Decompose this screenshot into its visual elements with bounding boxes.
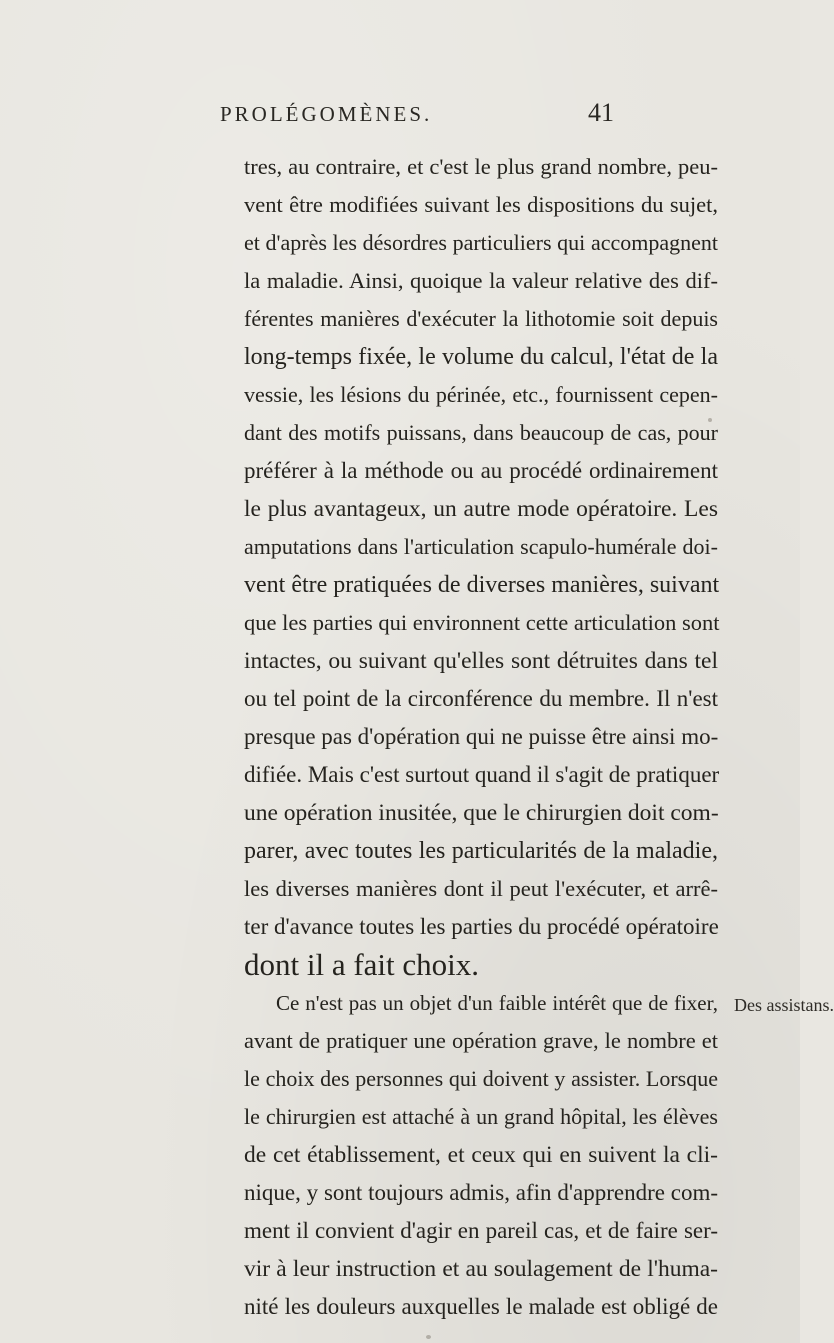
text-line: nique, y sont toujours admis, afin d'apprendre com-: [244, 1180, 718, 1205]
text-line: amputations dans l'articulation scapulo-humérale doi-: [244, 534, 718, 559]
text-line: férentes manières d'exécuter la lithotomie soit depuis: [244, 306, 718, 331]
text-line: préférer à la méthode ou au procédé ordinairement: [244, 458, 718, 483]
text-line: le plus avantageux, un autre mode opératoire. Les: [244, 496, 718, 522]
text-line: de cet établissement, et ceux qui en suivent la cli-: [244, 1142, 718, 1168]
text-line: vessie, les lésions du périnée, etc., fournissent cepen-: [244, 382, 718, 407]
text-line: avant de pratiquer une opération grave, le nombre et: [244, 1028, 718, 1053]
text-line: la maladie. Ainsi, quoique la valeur relative des dif-: [244, 268, 718, 293]
text-line: que les parties qui environnent cette articulation sont: [244, 610, 720, 635]
text-line: vent être modifiées suivant les dispositions du sujet,: [244, 192, 718, 217]
text-line: une opération inusitée, que le chirurgien doit com-: [244, 800, 719, 826]
text-line: le chirurgien est attaché à un grand hôpital, les élèves: [244, 1104, 718, 1129]
text-line: presque pas d'opération qui ne puisse être ainsi mo-: [244, 724, 719, 749]
text-line: vent être pratiquées de diverses manières, suivant: [244, 572, 720, 598]
text-line: difiée. Mais c'est surtout quand il s'agit de pratiquer: [244, 762, 720, 787]
text-line: ou tel point de la circonférence du membre. Il n'est: [244, 686, 718, 711]
text-line: parer, avec toutes les particularités de la maladie,: [244, 838, 718, 864]
text-line: long-temps fixée, le volume du calcul, l'état de la: [244, 344, 718, 370]
text-line: vir à leur instruction et au soulagement de l'huma-: [244, 1256, 718, 1282]
text-line: intactes, ou suivant qu'elles sont détruites dans tel: [244, 648, 718, 674]
page-number: 41: [588, 98, 614, 127]
paragraph-start-line: Ce n'est pas un objet d'un faible intérêt que de fixer,: [276, 991, 718, 1015]
paragraph-end-line: dont il a fait choix.: [244, 947, 480, 982]
text-line: le choix des personnes qui doivent y assister. Lorsque: [244, 1066, 718, 1091]
text-line: ter d'avance toutes les parties du procédé opératoire: [244, 914, 719, 939]
ink-spot: [708, 418, 712, 422]
margin-note: Des assistans.: [734, 995, 834, 1015]
running-title: PROLÉGOMÈNES.: [220, 102, 433, 126]
text-line: nité les douleurs auxquelles le malade est obligé de: [244, 1294, 718, 1319]
text-line: dant des motifs puissans, dans beaucoup de cas, pour: [244, 420, 718, 445]
text-line: tres, au contraire, et c'est le plus grand nombre, peu-: [244, 154, 718, 179]
text-line: et d'après les désordres particuliers qui accompagnent: [244, 230, 718, 255]
text-line: ment il convient d'agir en pareil cas, et de faire ser-: [244, 1218, 718, 1243]
ink-spot: [426, 1335, 431, 1339]
text-line: les diverses manières dont il peut l'exécuter, et arrê-: [244, 876, 718, 901]
